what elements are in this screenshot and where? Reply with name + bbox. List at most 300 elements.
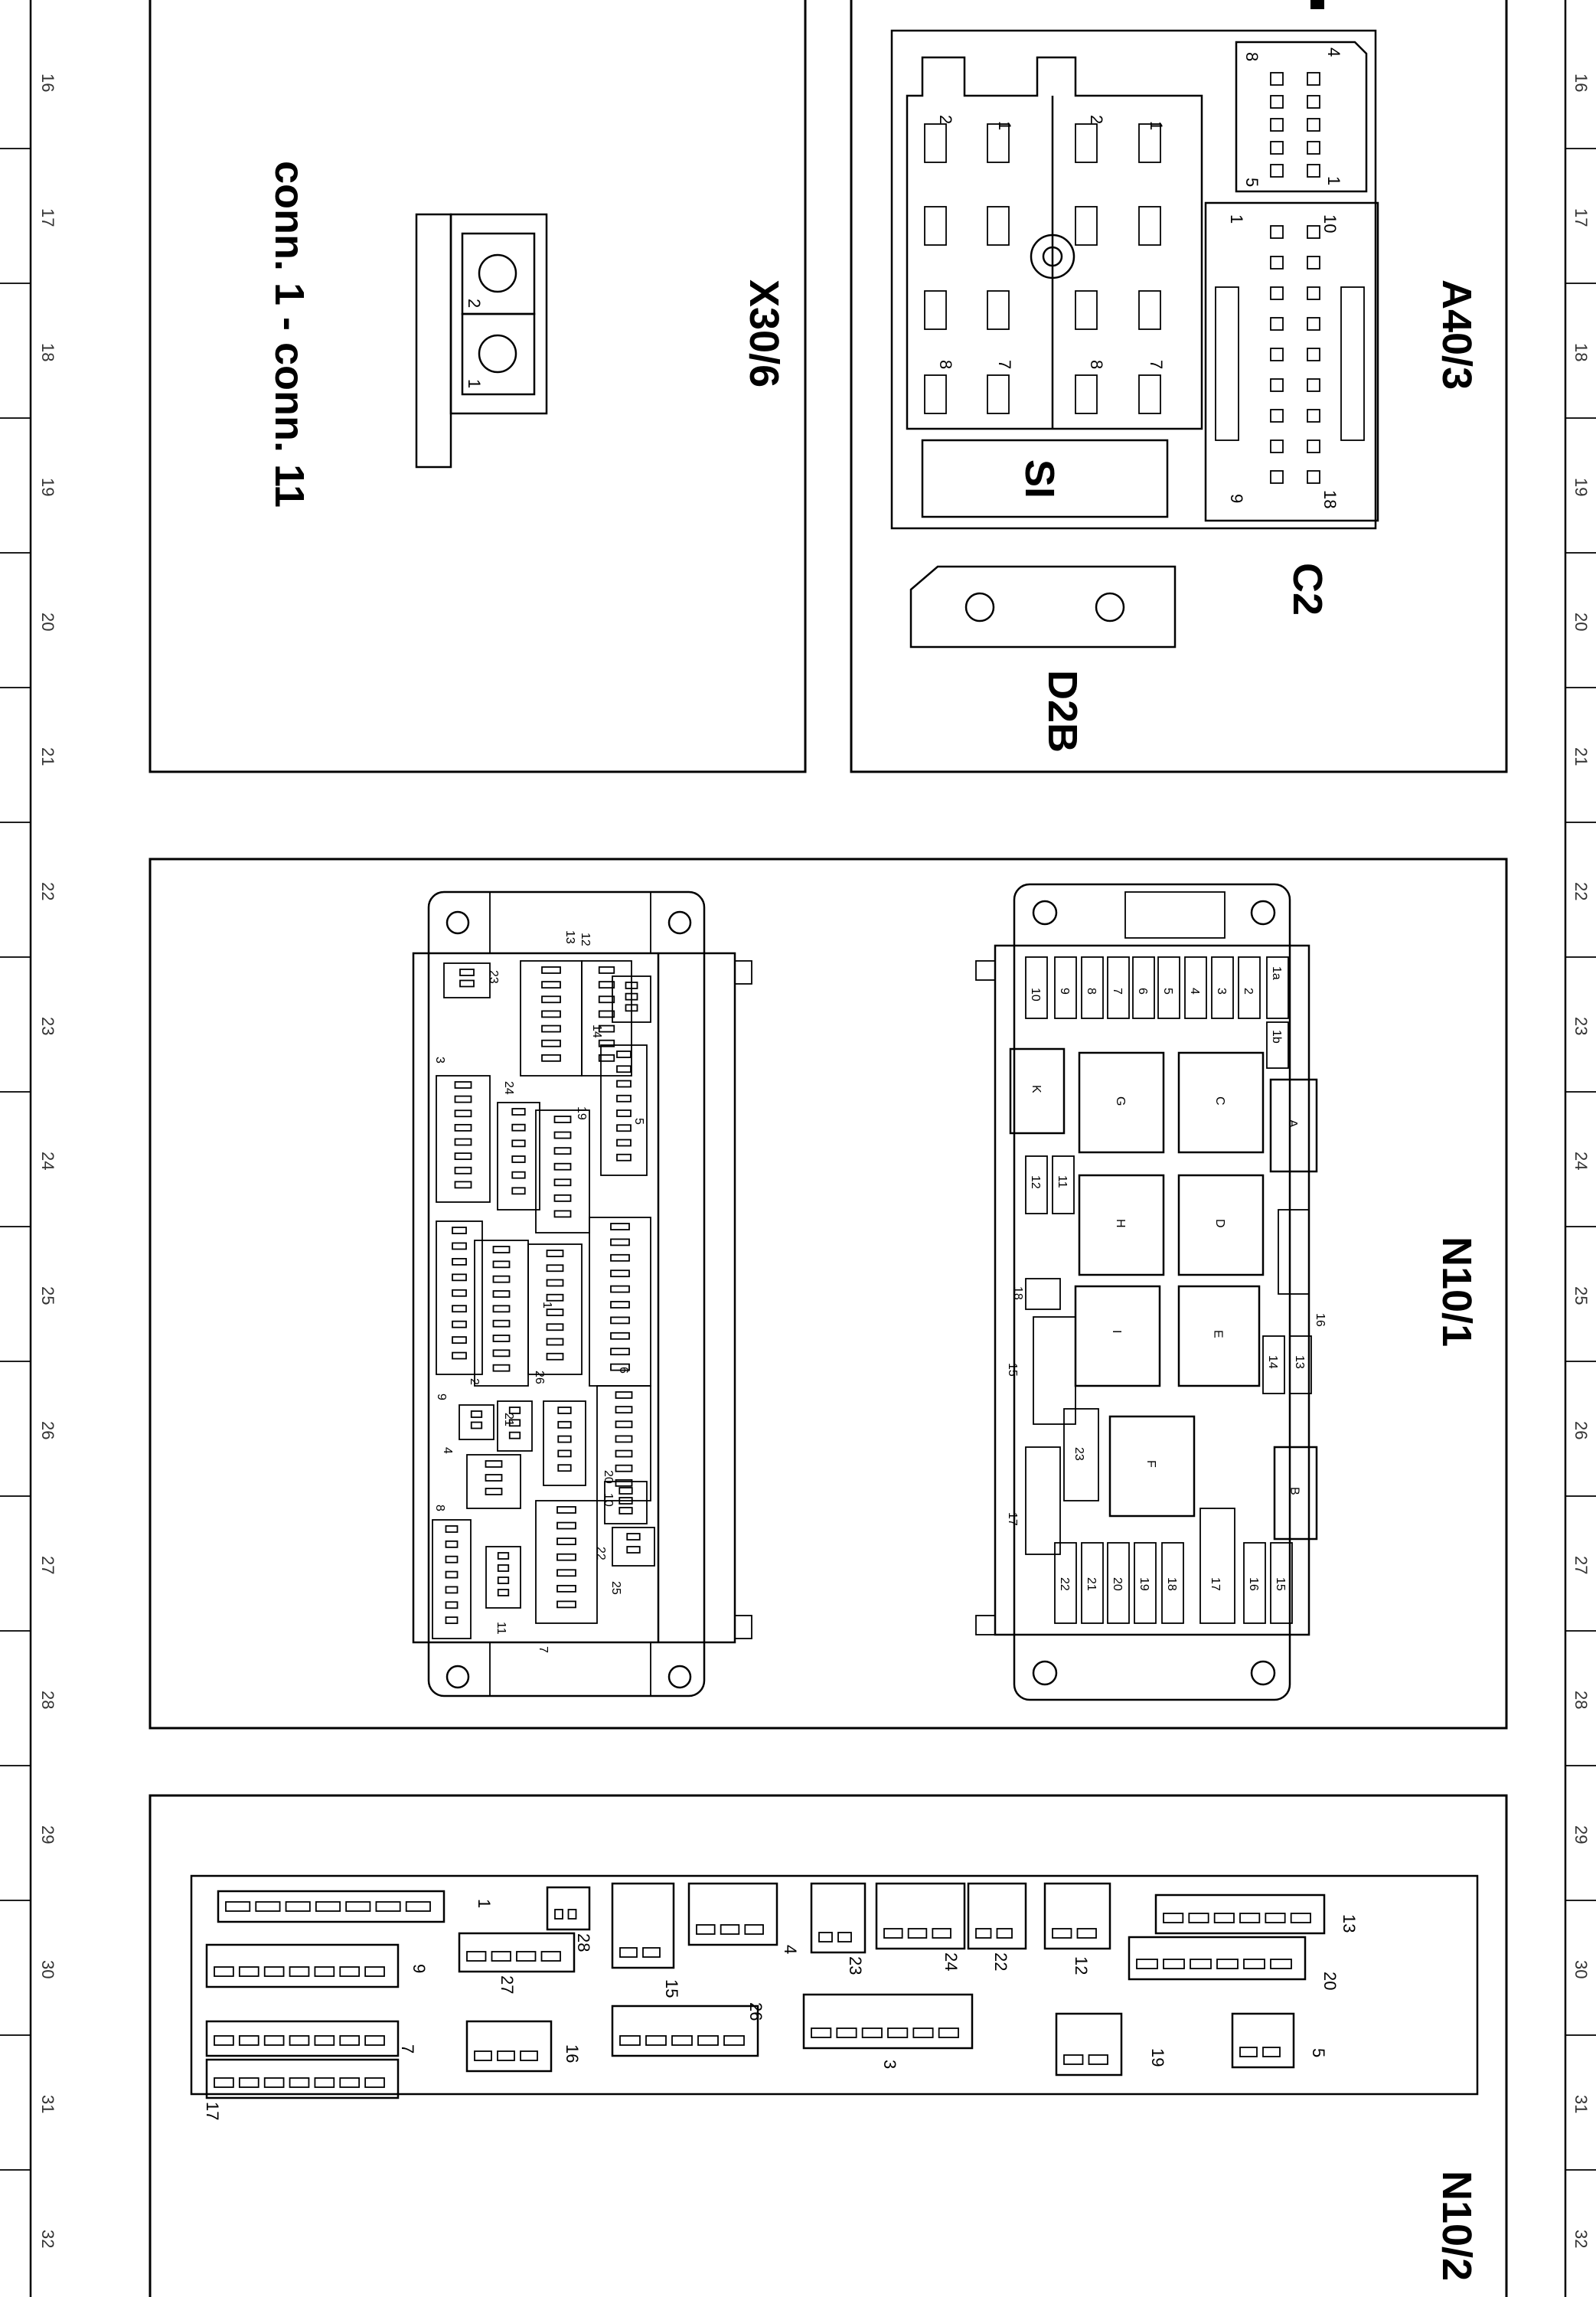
- pin-slot: [547, 1265, 563, 1271]
- pin-slot: [517, 1952, 536, 1961]
- pin-slot: [542, 1041, 560, 1047]
- connector: [804, 1995, 972, 2048]
- pin-slot: [925, 124, 946, 162]
- connector: [612, 2006, 758, 2056]
- fuse: [1267, 1022, 1288, 1068]
- pin-slot: [811, 2028, 831, 2037]
- pin-slot: [888, 2028, 907, 2037]
- x30-6-connector: [416, 214, 547, 467]
- pin-slot: [619, 1488, 632, 1494]
- fuse-label: 3: [1215, 988, 1228, 995]
- pin-slot: [446, 1602, 458, 1608]
- pin-slot: [1064, 2055, 1083, 2064]
- pin-slot: [1307, 142, 1320, 154]
- pin-slot: [542, 982, 560, 988]
- pin-slot: [1307, 318, 1320, 330]
- pin-slot: [1271, 287, 1283, 299]
- pin-slot: [925, 291, 946, 329]
- pin-slot: [1189, 1913, 1208, 1923]
- pin-slot: [616, 1421, 632, 1427]
- pin-slot: [617, 1140, 631, 1146]
- pin-slot: [365, 2036, 384, 2045]
- connector: [1026, 1279, 1060, 1309]
- pin-slot: [724, 2036, 744, 2045]
- connector: [1129, 1937, 1305, 1979]
- pin-slot: [455, 1181, 472, 1188]
- ruler-label: 31: [38, 2095, 57, 2114]
- n10-2-connector-label: 4: [781, 1945, 800, 1955]
- connector: [547, 1887, 589, 1929]
- ruler-label: 22: [38, 882, 57, 901]
- pin-slot: [315, 2036, 334, 2045]
- ruler-label: 27: [1572, 1556, 1591, 1575]
- pin-slot: [932, 1929, 951, 1938]
- n10-2-connector-label: 28: [574, 1933, 593, 1952]
- pin-slot: [616, 1407, 632, 1413]
- ruler-label: 29: [38, 1825, 57, 1844]
- a40-small-pin: 1: [1324, 176, 1343, 186]
- pin-slot: [240, 2078, 259, 2087]
- pin-slot: [452, 1243, 466, 1249]
- pin-slot: [498, 2051, 514, 2060]
- n10-2-connectors: [203, 1884, 1359, 2120]
- pin-slot: [1075, 375, 1097, 413]
- a40-long-pin: 10: [1320, 214, 1340, 234]
- ruler-label: 26: [1572, 1421, 1591, 1440]
- pin-slot: [555, 1179, 571, 1185]
- pin-slot: [1217, 1959, 1238, 1969]
- pin-slot: [498, 1553, 509, 1559]
- pin-slot: [486, 1488, 502, 1495]
- pin-slot: [512, 1140, 525, 1146]
- pin-slot: [1240, 1913, 1259, 1923]
- connector-housing: [582, 961, 632, 1076]
- pin-slot: [492, 1952, 511, 1961]
- pin-slot: [611, 1255, 629, 1261]
- pin-slot: [521, 2051, 537, 2060]
- n10-1-connector-label: 8: [433, 1505, 446, 1511]
- ruler-label: 31: [1572, 2095, 1591, 2114]
- pin-slot: [452, 1227, 466, 1233]
- connector: [1056, 2014, 1121, 2075]
- ruler-label: 17: [38, 208, 57, 227]
- pin-slot: [913, 2028, 932, 2037]
- pin-slot: [452, 1259, 466, 1265]
- pin-slot: [557, 1523, 576, 1529]
- n10-1-connector-label: 25: [609, 1581, 622, 1595]
- n10-1-connector-label: 9: [435, 1394, 448, 1400]
- fuse-label: 6: [1136, 988, 1149, 995]
- pin-slot: [617, 1125, 631, 1131]
- pin-slot: [1164, 1913, 1183, 1923]
- relay-label: F: [1144, 1460, 1157, 1468]
- panel-n10-1: [150, 859, 1506, 1728]
- n10-2-connector-label: 20: [1320, 1972, 1340, 1991]
- relay-label: B: [1288, 1487, 1301, 1495]
- pin-slot: [340, 1967, 359, 1976]
- pin-slot: [611, 1302, 629, 1308]
- pin-slot: [452, 1290, 466, 1296]
- ruler-label: 28: [1572, 1691, 1591, 1710]
- n10-2-connector-label: 13: [1340, 1914, 1359, 1933]
- pin-slot: [542, 1952, 561, 1961]
- fuse-label: 13: [1293, 1355, 1306, 1369]
- connector: [467, 2021, 551, 2071]
- fuse-label: 1a: [1270, 966, 1283, 980]
- pin-slot: [1271, 318, 1283, 330]
- connector: [207, 1945, 398, 1987]
- relay-label: H: [1114, 1219, 1127, 1228]
- pin-slot: [406, 1902, 430, 1911]
- ruler-label: 29: [1572, 1825, 1591, 1844]
- a40-3-title: A40/3: [1434, 279, 1480, 390]
- pin-slot: [558, 1465, 571, 1471]
- n10-1-connector-label: 1: [540, 1302, 553, 1309]
- pin-slot: [884, 1929, 902, 1938]
- pin-slot: [557, 1570, 576, 1576]
- x30-6-pin-1: 1: [465, 379, 484, 389]
- connector: [1278, 1210, 1309, 1294]
- a40-long-pin: 1: [1227, 214, 1246, 224]
- a40-pin-label: 1: [995, 121, 1014, 131]
- pin-slot: [558, 1407, 571, 1413]
- relay-label: I: [1110, 1330, 1123, 1334]
- pin-slot: [494, 1335, 510, 1341]
- pin-slot: [557, 1538, 576, 1544]
- pin-slot: [452, 1353, 466, 1359]
- connector-label: 15: [1006, 1363, 1019, 1377]
- ruler-label: 26: [38, 1421, 57, 1440]
- pin-slot: [557, 1507, 576, 1513]
- ruler-label: 21: [38, 747, 57, 766]
- ruler-label: 19: [38, 478, 57, 497]
- pin-slot: [1265, 1913, 1284, 1923]
- pin-slot: [1078, 1929, 1097, 1938]
- pin-slot: [987, 207, 1009, 245]
- pin-slot: [620, 1948, 637, 1957]
- fuse-label: 2: [1242, 988, 1255, 995]
- ruler-label: 23: [1572, 1017, 1591, 1036]
- n10-2-connector-label: 26: [746, 2002, 765, 2021]
- pin-slot: [376, 1902, 400, 1911]
- pin-slot: [475, 2051, 491, 2060]
- pin-slot: [290, 2036, 309, 2045]
- n10-2-connector-label: 17: [203, 2102, 222, 2121]
- pin-slot: [617, 1066, 631, 1072]
- n10-1-connector-label: 4: [441, 1447, 454, 1454]
- connector: [218, 1891, 444, 1922]
- x30-6-caption: conn. 1 - conn. 11: [266, 161, 312, 508]
- fuse-label: 20: [1111, 1577, 1124, 1591]
- pin-slot: [617, 1110, 631, 1116]
- pin-slot: [512, 1172, 525, 1178]
- relay-label: D: [1213, 1219, 1226, 1228]
- ruler-label: 30: [1572, 1960, 1591, 1979]
- n10-1-connector-label: 5: [632, 1118, 645, 1125]
- pin-slot: [1075, 207, 1097, 245]
- pin-slot: [1307, 96, 1320, 108]
- pin-slot: [697, 1925, 715, 1934]
- a40-pin-label: 7: [995, 360, 1014, 370]
- pin-slot: [1291, 1913, 1310, 1923]
- n10-1-connector-label: 10: [602, 1493, 615, 1507]
- pin-slot: [1244, 1959, 1265, 1969]
- ruler-label: 18: [38, 343, 57, 362]
- pin-slot: [555, 1164, 571, 1170]
- connector: [1232, 2014, 1294, 2067]
- pin-slot: [611, 1270, 629, 1276]
- pin-slot: [214, 2036, 233, 2045]
- pin-slot: [214, 1967, 233, 1976]
- d2b-label: D2B: [1040, 670, 1085, 753]
- n10-2-connector-label: 19: [1148, 2048, 1167, 2067]
- pin-slot: [987, 291, 1009, 329]
- pin-slot: [569, 1910, 576, 1919]
- pin-slot: [1271, 119, 1283, 131]
- pin-slot: [1271, 96, 1283, 108]
- pin-slot: [455, 1168, 472, 1174]
- pin-slot: [909, 1929, 927, 1938]
- pin-slot: [446, 1541, 458, 1547]
- pin-slot: [987, 375, 1009, 413]
- pin-slot: [1271, 440, 1283, 453]
- pin-slot: [240, 1967, 259, 1976]
- pin-slot: [494, 1365, 510, 1371]
- a40-small-pin: 5: [1242, 178, 1261, 188]
- pin-slot: [240, 2036, 259, 2045]
- pin-slot: [555, 1116, 571, 1122]
- ruler-right: [1565, 74, 1596, 2297]
- n10-1-connector-label: 20: [602, 1470, 615, 1484]
- pin-slot: [542, 967, 560, 973]
- pin-slot: [510, 1433, 521, 1439]
- pin-slot: [290, 1967, 309, 1976]
- pin-slot: [472, 1411, 482, 1417]
- pin-slot: [616, 1436, 632, 1442]
- pin-slot: [1307, 471, 1320, 483]
- a40-pin-label: 7: [1147, 360, 1166, 370]
- pin-slot: [1137, 1959, 1157, 1969]
- fuse: [1200, 1508, 1235, 1623]
- n10-1-connector-label: 23: [487, 970, 500, 984]
- n10-1-connector-label: 21: [502, 1413, 515, 1426]
- pin-slot: [1053, 1929, 1072, 1938]
- pin-slot: [365, 2078, 384, 2087]
- pin-slot: [646, 2036, 666, 2045]
- pin-slot: [1271, 165, 1283, 177]
- si-label: SI: [1017, 459, 1062, 499]
- pin-slot: [863, 2028, 882, 2037]
- pin-slot: [452, 1337, 466, 1343]
- a40-long-pin: 18: [1320, 490, 1340, 509]
- pin-slot: [611, 1224, 629, 1230]
- pin-slot: [512, 1109, 525, 1115]
- pin-slot: [494, 1291, 510, 1297]
- ruler-label: 20: [1572, 613, 1591, 632]
- n10-1-connector-label: 24: [502, 1081, 515, 1095]
- connector-housing: [436, 1221, 482, 1374]
- c2-label: C2: [1284, 563, 1330, 616]
- a40-small-pin: 8: [1242, 52, 1261, 62]
- fuse-label: 14: [1266, 1355, 1279, 1369]
- pin-slot: [542, 996, 560, 1002]
- pin-slot: [627, 1547, 640, 1553]
- a40-pin-label: 1: [1147, 121, 1166, 131]
- pin-slot: [611, 1333, 629, 1339]
- fuse-label: 17: [1209, 1577, 1222, 1591]
- connector-housing: [536, 1501, 597, 1623]
- fuse-label: 4: [1188, 988, 1201, 995]
- a40-pin-label: 8: [936, 360, 955, 370]
- connector: [1033, 1317, 1075, 1424]
- pin-slot: [558, 1436, 571, 1443]
- a40-small-pin: 4: [1324, 47, 1343, 57]
- pin-slot: [617, 1051, 631, 1057]
- n10-2-connector-label: 12: [1072, 1956, 1091, 1975]
- pin-slot: [1307, 226, 1320, 238]
- pin-slot: [627, 1534, 640, 1540]
- pin-slot: [616, 1465, 632, 1472]
- pin-slot: [558, 1422, 571, 1428]
- panel-x30-6: [150, 0, 805, 772]
- pin-slot: [620, 2036, 640, 2045]
- fuse-label: 16: [1247, 1577, 1260, 1591]
- a40-long-pin: 9: [1227, 494, 1246, 504]
- connector-label: 17: [1006, 1512, 1019, 1526]
- pin-slot: [1271, 471, 1283, 483]
- pin-slot: [555, 1211, 571, 1217]
- fuse-label: 10: [1029, 988, 1042, 1001]
- connector-housing: [536, 1110, 589, 1233]
- ruler-label: 19: [1572, 478, 1591, 497]
- fuse-label: 9: [1058, 988, 1071, 995]
- n10-2-connector-label: 23: [846, 1956, 865, 1975]
- a40-3-pin-slots: [925, 124, 1160, 413]
- pin-slot: [455, 1082, 472, 1088]
- pin-slot: [1271, 256, 1283, 269]
- pin-slot: [455, 1153, 472, 1159]
- connector-label: 16: [1314, 1313, 1327, 1327]
- pin-slot: [1307, 287, 1320, 299]
- pin-slot: [672, 2036, 692, 2045]
- pin-slot: [486, 1475, 502, 1481]
- pin-slot: [316, 1902, 340, 1911]
- pin-slot: [745, 1925, 763, 1934]
- pin-slot: [446, 1557, 458, 1563]
- pin-slot: [265, 2036, 284, 2045]
- pin-slot: [617, 1081, 631, 1087]
- pin-slot: [286, 1902, 310, 1911]
- pin-slot: [547, 1354, 563, 1360]
- ruler-label: 16: [1572, 74, 1591, 93]
- pin-slot: [1215, 1913, 1234, 1923]
- n10-1-connector-label: 19: [575, 1106, 588, 1120]
- pin-slot: [542, 1055, 560, 1061]
- pin-slot: [494, 1305, 510, 1312]
- pin-slot: [1307, 119, 1320, 131]
- pin-slot: [547, 1309, 563, 1315]
- pin-slot: [446, 1572, 458, 1578]
- ruler-label: 16: [38, 74, 57, 93]
- a40-3-long-connector: [1271, 226, 1320, 483]
- ruler-label: 17: [1572, 208, 1591, 227]
- pin-slot: [455, 1096, 472, 1103]
- pin-slot: [1271, 1959, 1291, 1969]
- fuse-label: 5: [1161, 988, 1174, 995]
- n10-2-connector-label: 1: [475, 1899, 494, 1909]
- n10-2-connector-label: 7: [398, 2044, 417, 2054]
- pin-slot: [1164, 1959, 1184, 1969]
- pin-slot: [265, 1967, 284, 1976]
- n10-2-connector-label: 22: [991, 1952, 1010, 1972]
- relay-label: K: [1030, 1085, 1043, 1093]
- a40-pin-label: 2: [936, 115, 955, 125]
- pin-slot: [512, 1188, 525, 1194]
- relay: [1075, 1286, 1160, 1386]
- pin-slot: [1307, 379, 1320, 391]
- n10-2-connector-label: 9: [410, 1964, 429, 1974]
- n10-2-connector-label: 16: [563, 2044, 582, 2063]
- pin-slot: [1139, 375, 1160, 413]
- pin-slot: [1307, 73, 1320, 85]
- pin-slot: [616, 1480, 632, 1486]
- pin-slot: [494, 1350, 510, 1356]
- pin-slot: [619, 1508, 632, 1514]
- ruler-label: 18: [1572, 343, 1591, 362]
- relay-label: A: [1286, 1119, 1299, 1128]
- pin-slot: [315, 1967, 334, 1976]
- pin-slot: [1139, 291, 1160, 329]
- pin-slot: [1240, 2047, 1257, 2057]
- pin-slot: [315, 2078, 334, 2087]
- pin-slot: [494, 1261, 510, 1267]
- fuse-label: 7: [1111, 988, 1124, 995]
- pin-slot: [838, 1933, 851, 1942]
- pin-slot: [611, 1348, 629, 1354]
- connector: [207, 2021, 398, 2056]
- pin-slot: [498, 1590, 509, 1596]
- pin-slot: [611, 1317, 629, 1323]
- pin-slot: [1307, 348, 1320, 361]
- pin-slot: [1075, 291, 1097, 329]
- fuse-label: 22: [1058, 1577, 1071, 1591]
- pin-slot: [555, 1195, 571, 1201]
- pin-slot: [617, 1155, 631, 1161]
- n10-1-fuse-box: [1006, 957, 1327, 1623]
- pin-slot: [365, 1967, 384, 1976]
- pin-slot: [997, 1929, 1013, 1938]
- ruler-label: 22: [1572, 882, 1591, 901]
- a40-pin-label: 2: [1087, 115, 1106, 125]
- n10-2-connector-label: 27: [498, 1975, 517, 1995]
- relay-label: E: [1211, 1330, 1225, 1338]
- pin-slot: [616, 1451, 632, 1457]
- fuse-label: 15: [1274, 1577, 1287, 1591]
- pin-slot: [939, 2028, 958, 2037]
- ruler-label: 25: [1572, 1286, 1591, 1305]
- pin-slot: [1271, 410, 1283, 422]
- pin-slot: [557, 1586, 576, 1592]
- relay-label: C: [1213, 1096, 1226, 1106]
- ruler-label: 24: [38, 1152, 57, 1171]
- ruler-label: 23: [38, 1017, 57, 1036]
- n10-2-connector-label: 3: [880, 2060, 899, 2070]
- n10-2-title: N10/2: [1434, 2171, 1480, 2282]
- pin-slot: [1075, 124, 1097, 162]
- pin-slot: [557, 1601, 576, 1607]
- pin-slot: [455, 1110, 472, 1116]
- n10-1-connector-label: 3: [433, 1057, 446, 1064]
